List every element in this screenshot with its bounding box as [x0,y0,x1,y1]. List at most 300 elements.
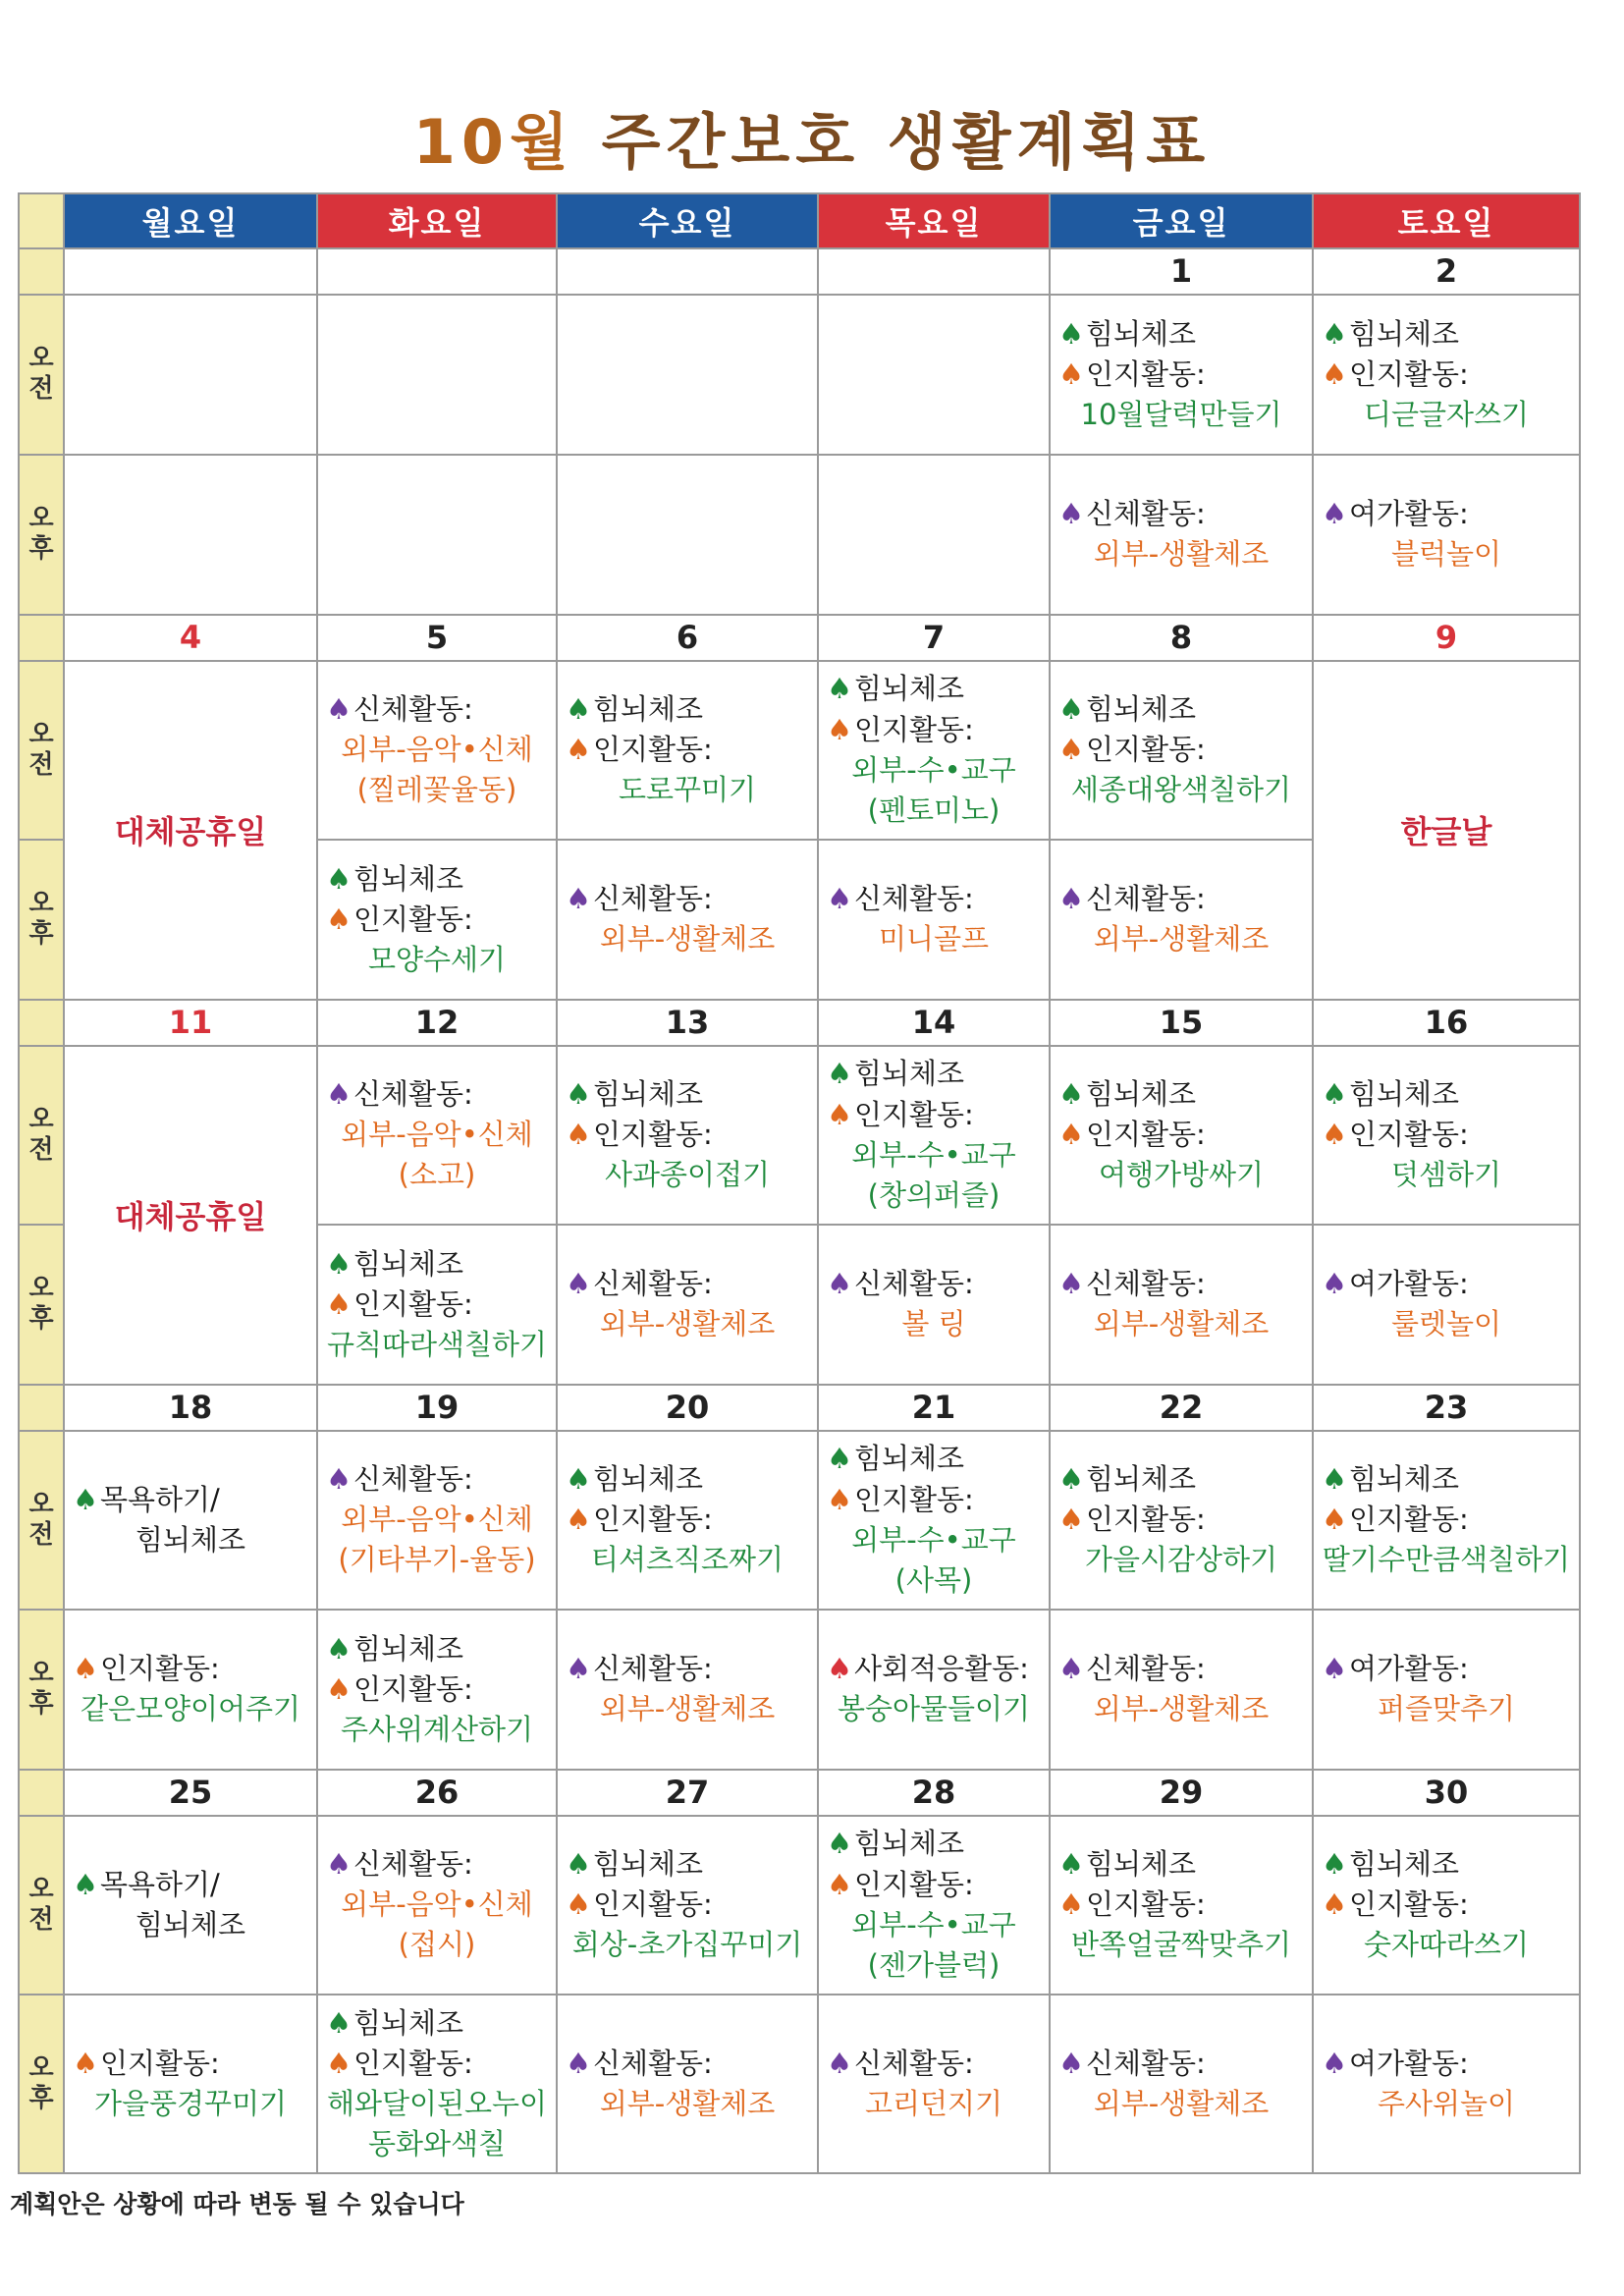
activity-cell [1313,1610,1580,1770]
date-number: 23 [1313,1385,1580,1431]
activity-line [566,1264,809,1304]
spade-icon: ♠ [1322,356,1347,391]
activity-cell [317,840,557,1000]
date-number: 13 [557,1000,818,1046]
activity-title: 인지활동: [1086,1503,1206,1537]
activity-list [1314,1453,1579,1587]
activity-detail: 가을풍경꾸미기 [93,2086,288,2120]
activity-cell [317,1431,557,1610]
activity-detail: 외부-생활체조 [599,2086,776,2120]
date-row [19,1770,1580,1816]
activity-title: 신체활동: [1086,497,1206,531]
activity-line [326,730,548,770]
activity-line [1058,1885,1304,1925]
activity-list [1051,1258,1312,1350]
spade-icon: ♠ [827,1652,852,1686]
spade-icon: ♠ [1058,2046,1084,2080]
date-number: 8 [1050,615,1313,661]
spade-icon: ♠ [566,2046,591,2080]
activity-line [73,1689,308,1729]
activity-line [827,1689,1041,1729]
spade-icon: ♠ [566,1887,591,1922]
activity-line [1058,730,1304,770]
date-number: 1 [1050,248,1313,295]
activity-line [827,1095,1041,1135]
activity-list [1051,1838,1312,1972]
activity-cell [317,1610,557,1770]
morning-row [19,295,1580,455]
activity-line [1322,2084,1571,2124]
activity-line [566,1649,809,1689]
activity-line [1058,1304,1304,1344]
spade-icon: ♠ [1322,316,1347,351]
activity-list [65,2038,316,2130]
spade-icon: ♠ [326,1462,352,1496]
activity-detail: 봉숭아물들이기 [837,1692,1031,1726]
activity-cell [557,840,818,1000]
activity-cell [317,1046,557,1225]
activity-list [1314,308,1579,442]
activity-title: 인지활동: [353,1286,473,1321]
activity-title: 인지활동: [1086,356,1206,391]
activity-list [1051,1068,1312,1202]
activity-line [326,859,548,900]
activity-detail: 미니골프 [878,922,990,957]
activity-list [819,368,1049,380]
activity-cell [317,455,557,615]
activity-list [318,1838,556,1972]
activity-line [566,1304,809,1344]
activity-line [827,2084,1041,2124]
activity-list [558,1643,817,1735]
activity-title: 힘뇌체조 [353,1246,464,1281]
date-number: 25 [64,1770,317,1816]
spade-icon: ♠ [1058,733,1084,767]
activity-cell [1050,1995,1313,2173]
activity-title: 힘뇌체조 [854,1827,965,1861]
activity-line [73,1865,308,1905]
activity-cell [818,661,1050,840]
activity-list [318,1623,556,1757]
activity-title: 힘뇌체조 [854,1442,965,1476]
activity-line [73,2044,308,2084]
activity-cell [818,1046,1050,1225]
activity-line [1322,1689,1571,1729]
activity-list [65,368,316,380]
activity-cell [1050,455,1313,615]
activity-line [1322,2044,1571,2084]
spade-icon: ♠ [326,692,352,727]
activity-list [318,1068,556,1202]
holiday-label: 대체공휴일 [114,1198,267,1236]
date-number [818,248,1050,295]
period-label-am: 오 전 [19,295,64,455]
activity-title: 인지활동: [854,1482,974,1516]
spade-icon: ♠ [566,1077,591,1112]
activity-line [1322,395,1571,435]
activity-detail: 룰렛놀이 [1390,1307,1502,1341]
activity-cell [557,1431,818,1610]
activity-title: 힘뇌체조 [1349,316,1460,351]
activity-line [566,1885,809,1925]
activity-cell [64,1816,317,1995]
period-label-pm: 오 후 [19,1995,64,2173]
activity-line [326,1074,548,1115]
activity-list [819,1433,1049,1607]
activity-title: 신체활동: [353,692,473,727]
activity-line [326,1500,548,1540]
morning-row [19,1431,1580,1610]
activity-line [1058,494,1304,534]
activity-title: 인지활동: [854,1097,974,1131]
activity-line [566,879,809,919]
activity-detail: 외부-수•교구 [851,752,1016,787]
spade-icon: ♠ [827,672,852,706]
activity-detail: (기타부기-율동) [338,1543,536,1577]
activity-title: 신체활동: [1086,2046,1206,2080]
weekly-calendar [18,192,1581,2174]
activity-list [558,1068,817,1202]
activity-detail: (젠가블럭) [867,1947,1001,1982]
activity-line [1058,919,1304,959]
activity-line [827,1560,1041,1601]
spade-icon: ♠ [566,1846,591,1881]
activity-cell [557,1610,818,1770]
activity-line [1058,1264,1304,1304]
footer-note: 계획안은 상황에 따라 변동 될 수 있습니다 [10,2190,464,2218]
activity-list [318,1997,556,2171]
date-number: 11 [64,1000,317,1046]
activity-detail: 볼 링 [901,1307,966,1341]
activity-title: 힘뇌체조 [854,1057,965,1091]
activity-line [326,1155,548,1195]
activity-line [1058,1074,1304,1115]
activity-line [326,770,548,810]
activity-cell [1050,1610,1313,1770]
activity-cell [1050,1046,1313,1225]
activity-line [1058,770,1304,810]
spade-icon: ♠ [566,1118,591,1152]
activity-cell [64,1995,317,2173]
morning-row [19,1046,1580,1225]
activity-detail: 딸기수만큼색칠하기 [1322,1543,1571,1577]
activity-list [1051,683,1312,817]
header-saturday: 토요일 [1313,193,1580,248]
activity-line [827,1905,1041,1945]
date-number: 5 [317,615,557,661]
activity-cell [1050,840,1313,1000]
activity-list [1314,1068,1579,1202]
activity-detail: (소고) [398,1158,476,1192]
activity-line [73,1649,308,1689]
activity-detail: 반쪽얼굴짝맞추기 [1070,1928,1292,1962]
activity-line [1322,1074,1571,1115]
activity-line [827,1480,1041,1520]
activity-line [566,1074,809,1115]
activity-line [1322,1649,1571,1689]
spade-icon: ♠ [1322,1846,1347,1881]
date-number: 26 [317,1770,557,1816]
activity-list [1051,2038,1312,2130]
activity-cell [1050,1225,1313,1385]
activity-list [1051,1643,1312,1735]
date-number: 7 [818,615,1050,661]
date-number: 12 [317,1000,557,1046]
activity-line [1322,1925,1571,1965]
calendar-body [19,248,1580,2173]
activity-line [1058,1115,1304,1155]
activity-cell [1313,1046,1580,1225]
spade-icon: ♠ [73,1482,98,1516]
activity-title: 목욕하기/ [100,1867,220,1901]
activity-detail: 외부-생활체조 [1093,922,1270,957]
activity-list [819,2038,1049,2130]
activity-detail: 규칙따라색칠하기 [326,1327,548,1361]
activity-cell [818,840,1050,1000]
title-text: 주간보호 생활계획표 [601,106,1212,178]
spade-icon: ♠ [326,1286,352,1321]
activity-line [1322,314,1571,355]
activity-cell [317,295,557,455]
spade-icon: ♠ [566,1503,591,1537]
activity-detail: (찔레꽃율동) [356,773,517,807]
activity-line [827,919,1041,959]
activity-list [558,368,817,380]
activity-line [1322,1844,1571,1885]
spade-icon: ♠ [326,1846,352,1881]
activity-detail: (접시) [398,1928,476,1962]
spade-icon: ♠ [73,1867,98,1901]
activity-detail: 가을시감상하기 [1084,1543,1278,1577]
spade-icon: ♠ [1322,1887,1347,1922]
activity-title: 힘뇌체조 [353,861,464,896]
activity-detail: 10월달력만들기 [1080,397,1282,431]
date-number: 22 [1050,1385,1313,1431]
activity-line [326,1459,548,1500]
activity-title: 인지활동: [1086,1887,1206,1922]
activity-title: 인지활동: [593,1503,713,1537]
activity-line [566,1459,809,1500]
activity-title: 신체활동: [854,2046,974,2080]
header-monday: 월요일 [64,193,317,248]
date-number [317,248,557,295]
activity-title: 힘뇌체조 [854,672,965,706]
activity-cell [64,1431,317,1610]
header-friday: 금요일 [1050,193,1313,248]
date-number: 15 [1050,1000,1313,1046]
holiday-cell [64,1046,317,1385]
activity-title: 인지활동: [854,712,974,746]
activity-line [326,1844,548,1885]
activity-cell [1313,295,1580,455]
activity-cell [818,1816,1050,1995]
activity-title: 힘뇌체조 [1086,1846,1197,1881]
date-number [557,248,818,295]
activity-title: 신체활동: [1086,1652,1206,1686]
activity-detail: 퍼즐맞추기 [1377,1692,1516,1726]
spade-icon: ♠ [827,1097,852,1131]
activity-cell [818,1431,1050,1610]
activity-line [326,1115,548,1155]
activity-title: 힘뇌체조 [1349,1462,1460,1496]
spade-icon: ♠ [1058,1267,1084,1301]
activity-list [1314,1258,1579,1350]
activity-detail: 외부-생활체조 [599,922,776,957]
activity-detail: 힘뇌체조 [135,1522,246,1557]
spade-icon: ♠ [326,861,352,896]
spade-icon: ♠ [1322,1267,1347,1301]
activity-cell [1050,661,1313,840]
activity-detail: 외부-수•교구 [851,1907,1016,1941]
activity-list [558,873,817,965]
activity-detail: 블럭놀이 [1390,537,1502,572]
activity-line [1322,534,1571,574]
morning-row [19,1816,1580,1995]
activity-line [566,1844,809,1885]
activity-title: 여가활동: [1349,1267,1469,1301]
activity-line [73,2084,308,2124]
activity-title: 신체활동: [854,882,974,916]
activity-line [1322,1304,1571,1344]
activity-list [1051,488,1312,580]
activity-list [318,368,556,380]
date-number: 18 [64,1385,317,1431]
activity-detail: 외부-생활체조 [599,1692,776,1726]
activity-cell [1050,1431,1313,1610]
activity-line [73,1520,308,1560]
activity-list [819,663,1049,837]
activity-cell [317,1995,557,2173]
activity-cell [64,1610,317,1770]
activity-detail: 힘뇌체조 [135,1907,246,1941]
activity-title: 힘뇌체조 [1086,1077,1197,1112]
activity-list [318,528,556,540]
activity-detail: 같은모양이어주기 [80,1692,301,1726]
header-tuesday: 화요일 [317,193,557,248]
activity-line [566,689,809,730]
activity-detail: 숫자따라쓰기 [1363,1928,1530,1962]
activity-line [1058,1844,1304,1885]
activity-line [326,1325,548,1365]
activity-cell [1313,1816,1580,1995]
activity-line [1322,1885,1571,1925]
spade-icon: ♠ [1322,2046,1347,2080]
activity-line [1322,1264,1571,1304]
spade-icon: ♠ [73,2046,98,2080]
activity-cell [64,455,317,615]
activity-title: 인지활동: [1349,1503,1469,1537]
activity-line [1058,355,1304,395]
activity-title: 목욕하기/ [100,1482,220,1516]
activity-title: 힘뇌체조 [1086,316,1197,351]
activity-line [1058,314,1304,355]
spade-icon: ♠ [1058,1652,1084,1686]
activity-title: 인지활동: [1349,356,1469,391]
activity-line [827,1520,1041,1560]
spade-icon: ♠ [1058,1887,1084,1922]
activity-line [827,1865,1041,1905]
activity-list [558,683,817,817]
spade-icon: ♠ [827,1267,852,1301]
date-number: 14 [818,1000,1050,1046]
spade-icon: ♠ [1322,1077,1347,1112]
activity-title: 힘뇌체조 [593,1846,704,1881]
activity-line [566,1689,809,1729]
activity-line [326,1669,548,1710]
activity-detail: 동화와색칠 [367,2127,507,2161]
activity-line [566,2044,809,2084]
date-number: 29 [1050,1770,1313,1816]
activity-list [819,528,1049,540]
activity-detail: (창의퍼즐) [867,1177,1001,1212]
activity-list [318,853,556,987]
activity-line [1058,2044,1304,2084]
activity-title: 힘뇌체조 [593,1462,704,1496]
activity-line [827,750,1041,791]
activity-detail: 외부-생활체조 [599,1307,776,1341]
activity-line [1058,2084,1304,2124]
activity-title: 여가활동: [1349,2046,1469,2080]
activity-line [1058,689,1304,730]
activity-cell [1313,1995,1580,2173]
activity-detail: (사목) [894,1562,973,1597]
spade-icon: ♠ [566,1652,591,1686]
activity-cell [557,455,818,615]
activity-list [65,528,316,540]
activity-cell [557,661,818,840]
activity-detail: 세종대왕색칠하기 [1070,773,1292,807]
date-number: 9 [1313,615,1580,661]
activity-cell [1313,1225,1580,1385]
activity-detail: 여행가방싸기 [1098,1158,1265,1192]
spade-icon: ♠ [566,1267,591,1301]
activity-line [566,1925,809,1965]
activity-detail: 외부-수•교구 [851,1522,1016,1557]
activity-list [1314,488,1579,580]
activity-line [1058,534,1304,574]
activity-line [827,2044,1041,2084]
activity-line [827,1824,1041,1864]
spade-icon: ♠ [566,1462,591,1496]
activity-detail: 외부-생활체조 [1093,1307,1270,1341]
date-number: 27 [557,1770,818,1816]
date-number: 20 [557,1385,818,1431]
activity-cell [317,1816,557,1995]
activity-title: 힘뇌체조 [1349,1077,1460,1112]
activity-line [827,1649,1041,1689]
activity-list [1314,1643,1579,1735]
period-label-am: 오 전 [19,1046,64,1225]
date-row-side [19,615,64,661]
activity-cell [557,1995,818,2173]
activity-title: 여가활동: [1349,1652,1469,1686]
spade-icon: ♠ [73,1652,98,1686]
activity-list [558,1453,817,1587]
afternoon-row [19,1610,1580,1770]
activity-list [318,683,556,817]
activity-detail: 외부-음악•신체 [341,1887,533,1922]
activity-line [1322,1115,1571,1155]
activity-title: 신체활동: [1086,1267,1206,1301]
activity-line [326,1925,548,1965]
date-row [19,615,1580,661]
activity-list [65,1474,316,1566]
activity-title: 여가활동: [1349,497,1469,531]
spade-icon: ♠ [1058,1846,1084,1881]
activity-line [73,1480,308,1520]
activity-detail: 외부-음악•신체 [341,733,533,767]
activity-list [558,1838,817,1972]
